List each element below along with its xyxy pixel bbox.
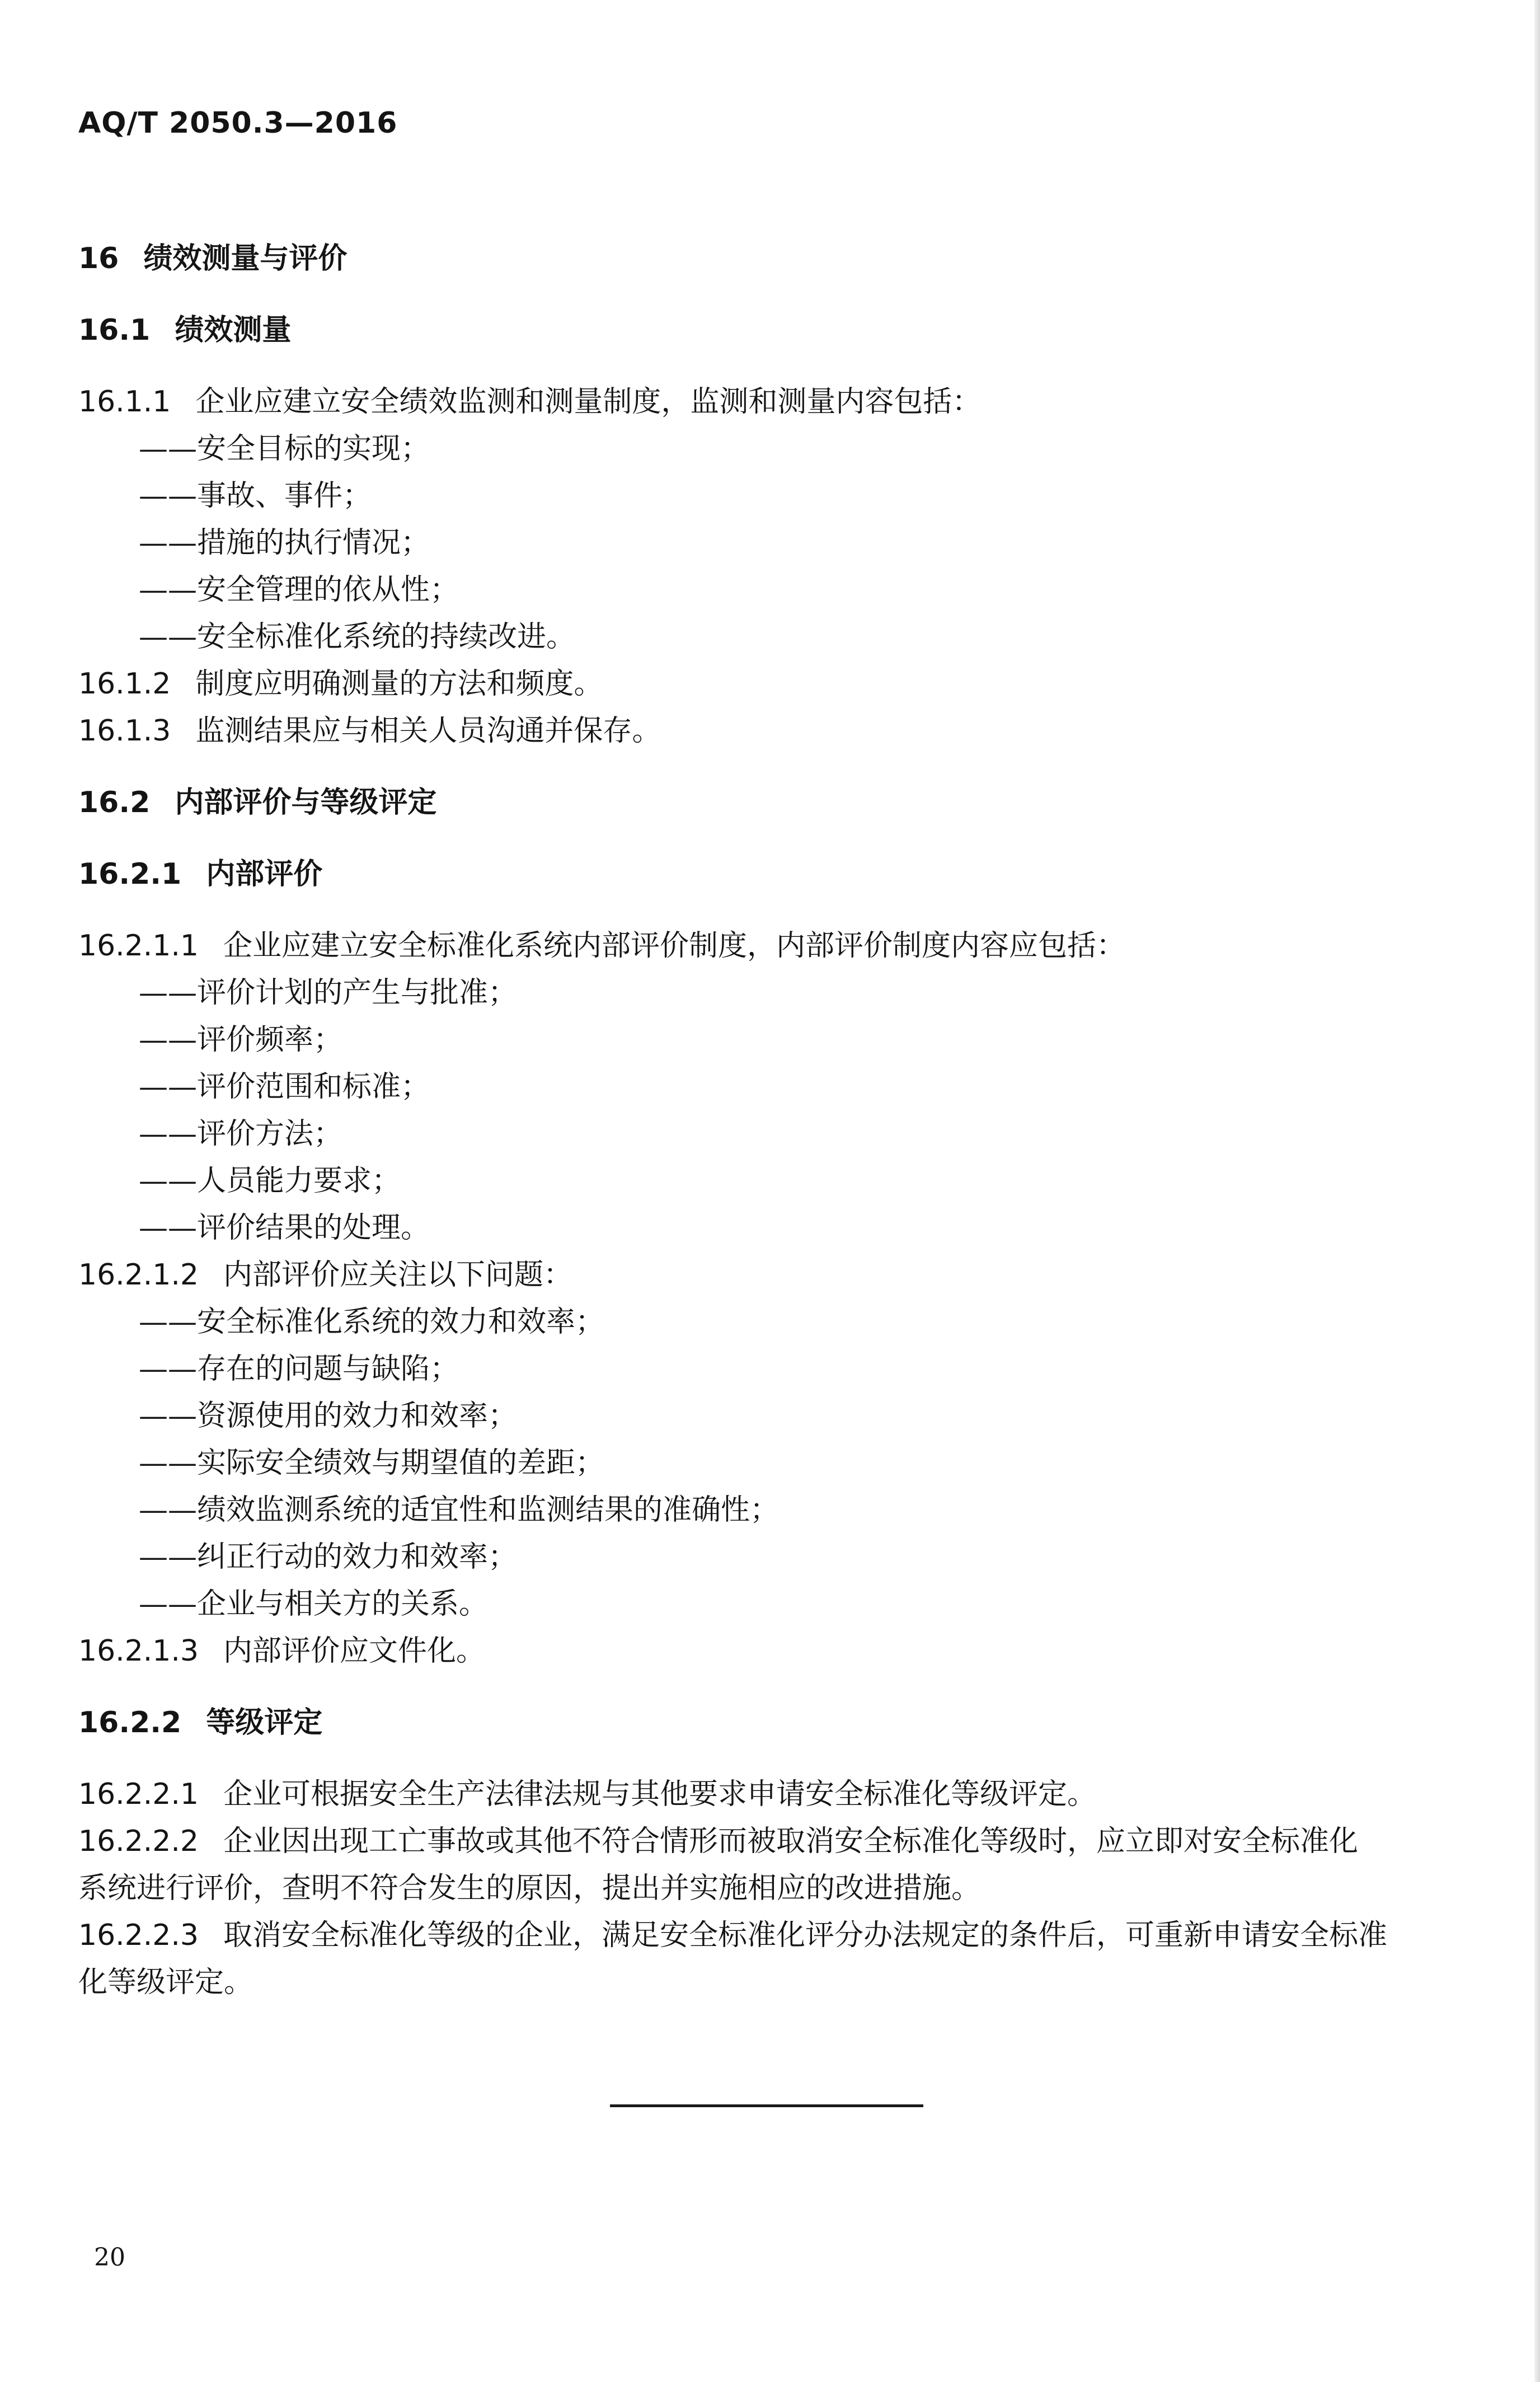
clause-number: 16.1.2 [78, 667, 171, 701]
clause-text: 内部评价应文件化。 [223, 1634, 486, 1668]
section-16-1-heading [78, 307, 1466, 354]
section-number: 16.2.2 [78, 1706, 182, 1739]
list-item: ——事故、事件； [139, 479, 372, 513]
section-16-2-1-heading [78, 851, 1466, 898]
document-body [78, 235, 1466, 2006]
section-number: 16.1 [78, 313, 151, 347]
section-number: 16.2 [78, 786, 151, 819]
list-item: ——安全标准化系统的效力和效率； [139, 1305, 605, 1339]
clause-16-2-2-2 [78, 1818, 1466, 1865]
clause-text: 企业应建立安全绩效监测和测量制度，监测和测量内容包括： [195, 385, 982, 419]
clause-text-line1: 取消安全标准化等级的企业，满足安全标准化评分办法规定的条件后，可重新申请安全标准 [223, 1919, 1388, 1952]
clause-16-2-2-3 [78, 1912, 1466, 1959]
list-item: ——实际安全绩效与期望值的差距； [139, 1446, 605, 1480]
clause-16-1-1 [78, 378, 1466, 425]
list-item: ——绩效监测系统的适宜性和监测结果的准确性； [139, 1493, 780, 1527]
section-number: 16 [78, 242, 119, 275]
section-title: 绩效测量与评价 [143, 242, 348, 275]
clause-number: 16.2.2.1 [78, 1778, 199, 1811]
list-item: ——评价范围和标准； [139, 1070, 430, 1104]
scan-edge-shadow [1534, 0, 1540, 2382]
list-item: ——存在的问题与缺陷； [139, 1352, 459, 1386]
clause-16-2-1-3 [78, 1628, 1466, 1675]
clause-text: 企业应建立安全标准化系统内部评价制度，内部评价制度内容应包括： [223, 929, 1126, 963]
standard-code-header: AQ/T 2050.3—2016 [78, 106, 398, 140]
clause-16-2-1-2 [78, 1251, 1466, 1298]
list-item: ——评价频率； [139, 1023, 343, 1057]
clause-text: 制度应明确测量的方法和频度。 [195, 667, 603, 701]
list-item: ——评价方法； [139, 1117, 343, 1151]
list-item: ——企业与相关方的关系。 [139, 1587, 489, 1621]
section-title: 等级评定 [206, 1706, 323, 1739]
clause-16-2-2-2-continued: 系统进行评价，查明不符合发生的原因，提出并实施相应的改进措施。 [78, 1872, 981, 1905]
section-title: 绩效测量 [175, 313, 292, 347]
list-item: ——纠正行动的效力和效率； [139, 1540, 518, 1574]
list-item: ——安全目标的实现； [139, 432, 430, 466]
section-number: 16.2.1 [78, 857, 182, 891]
page-number: 20 [94, 2243, 125, 2272]
section-16-heading [78, 235, 1466, 282]
clause-number: 16.2.1.3 [78, 1634, 199, 1668]
section-title: 内部评价与等级评定 [175, 786, 437, 819]
clause-16-2-2-3-continued: 化等级评定。 [78, 1966, 253, 1999]
clause-number: 16.2.1.1 [78, 929, 199, 963]
clause-16-1-2 [78, 660, 1466, 707]
clause-number: 16.2.1.2 [78, 1258, 199, 1292]
clause-text: 内部评价应关注以下问题： [223, 1258, 573, 1292]
clause-number: 16.1.1 [78, 385, 171, 419]
list-item: ——评价计划的产生与批准； [139, 976, 518, 1010]
list-item: ——安全管理的依从性； [139, 573, 459, 607]
list-item: ——人员能力要求； [139, 1164, 401, 1198]
clause-16-2-1-1 [78, 922, 1466, 969]
list-item: ——措施的执行情况； [139, 526, 430, 560]
end-divider [610, 2104, 923, 2107]
clause-text: 监测结果应与相关人员沟通并保存。 [195, 714, 661, 748]
section-16-2-heading [78, 779, 1466, 826]
clause-16-1-3 [78, 707, 1466, 754]
clause-text: 企业可根据安全生产法律法规与其他要求申请安全标准化等级评定。 [223, 1778, 1097, 1811]
clause-number: 16.2.2.2 [78, 1825, 199, 1858]
section-16-2-2-heading [78, 1699, 1466, 1746]
clause-16-2-2-1 [78, 1771, 1466, 1818]
section-title: 内部评价 [206, 857, 323, 891]
list-item: ——安全标准化系统的持续改进。 [139, 620, 576, 654]
list-item: ——资源使用的效力和效率； [139, 1399, 518, 1433]
list-item: ——评价结果的处理。 [139, 1211, 430, 1245]
clause-number: 16.1.3 [78, 714, 171, 748]
clause-text-line1: 企业因出现工亡事故或其他不符合情形而被取消安全标准化等级时，应立即对安全标准化 [223, 1825, 1359, 1858]
clause-number: 16.2.2.3 [78, 1919, 199, 1952]
